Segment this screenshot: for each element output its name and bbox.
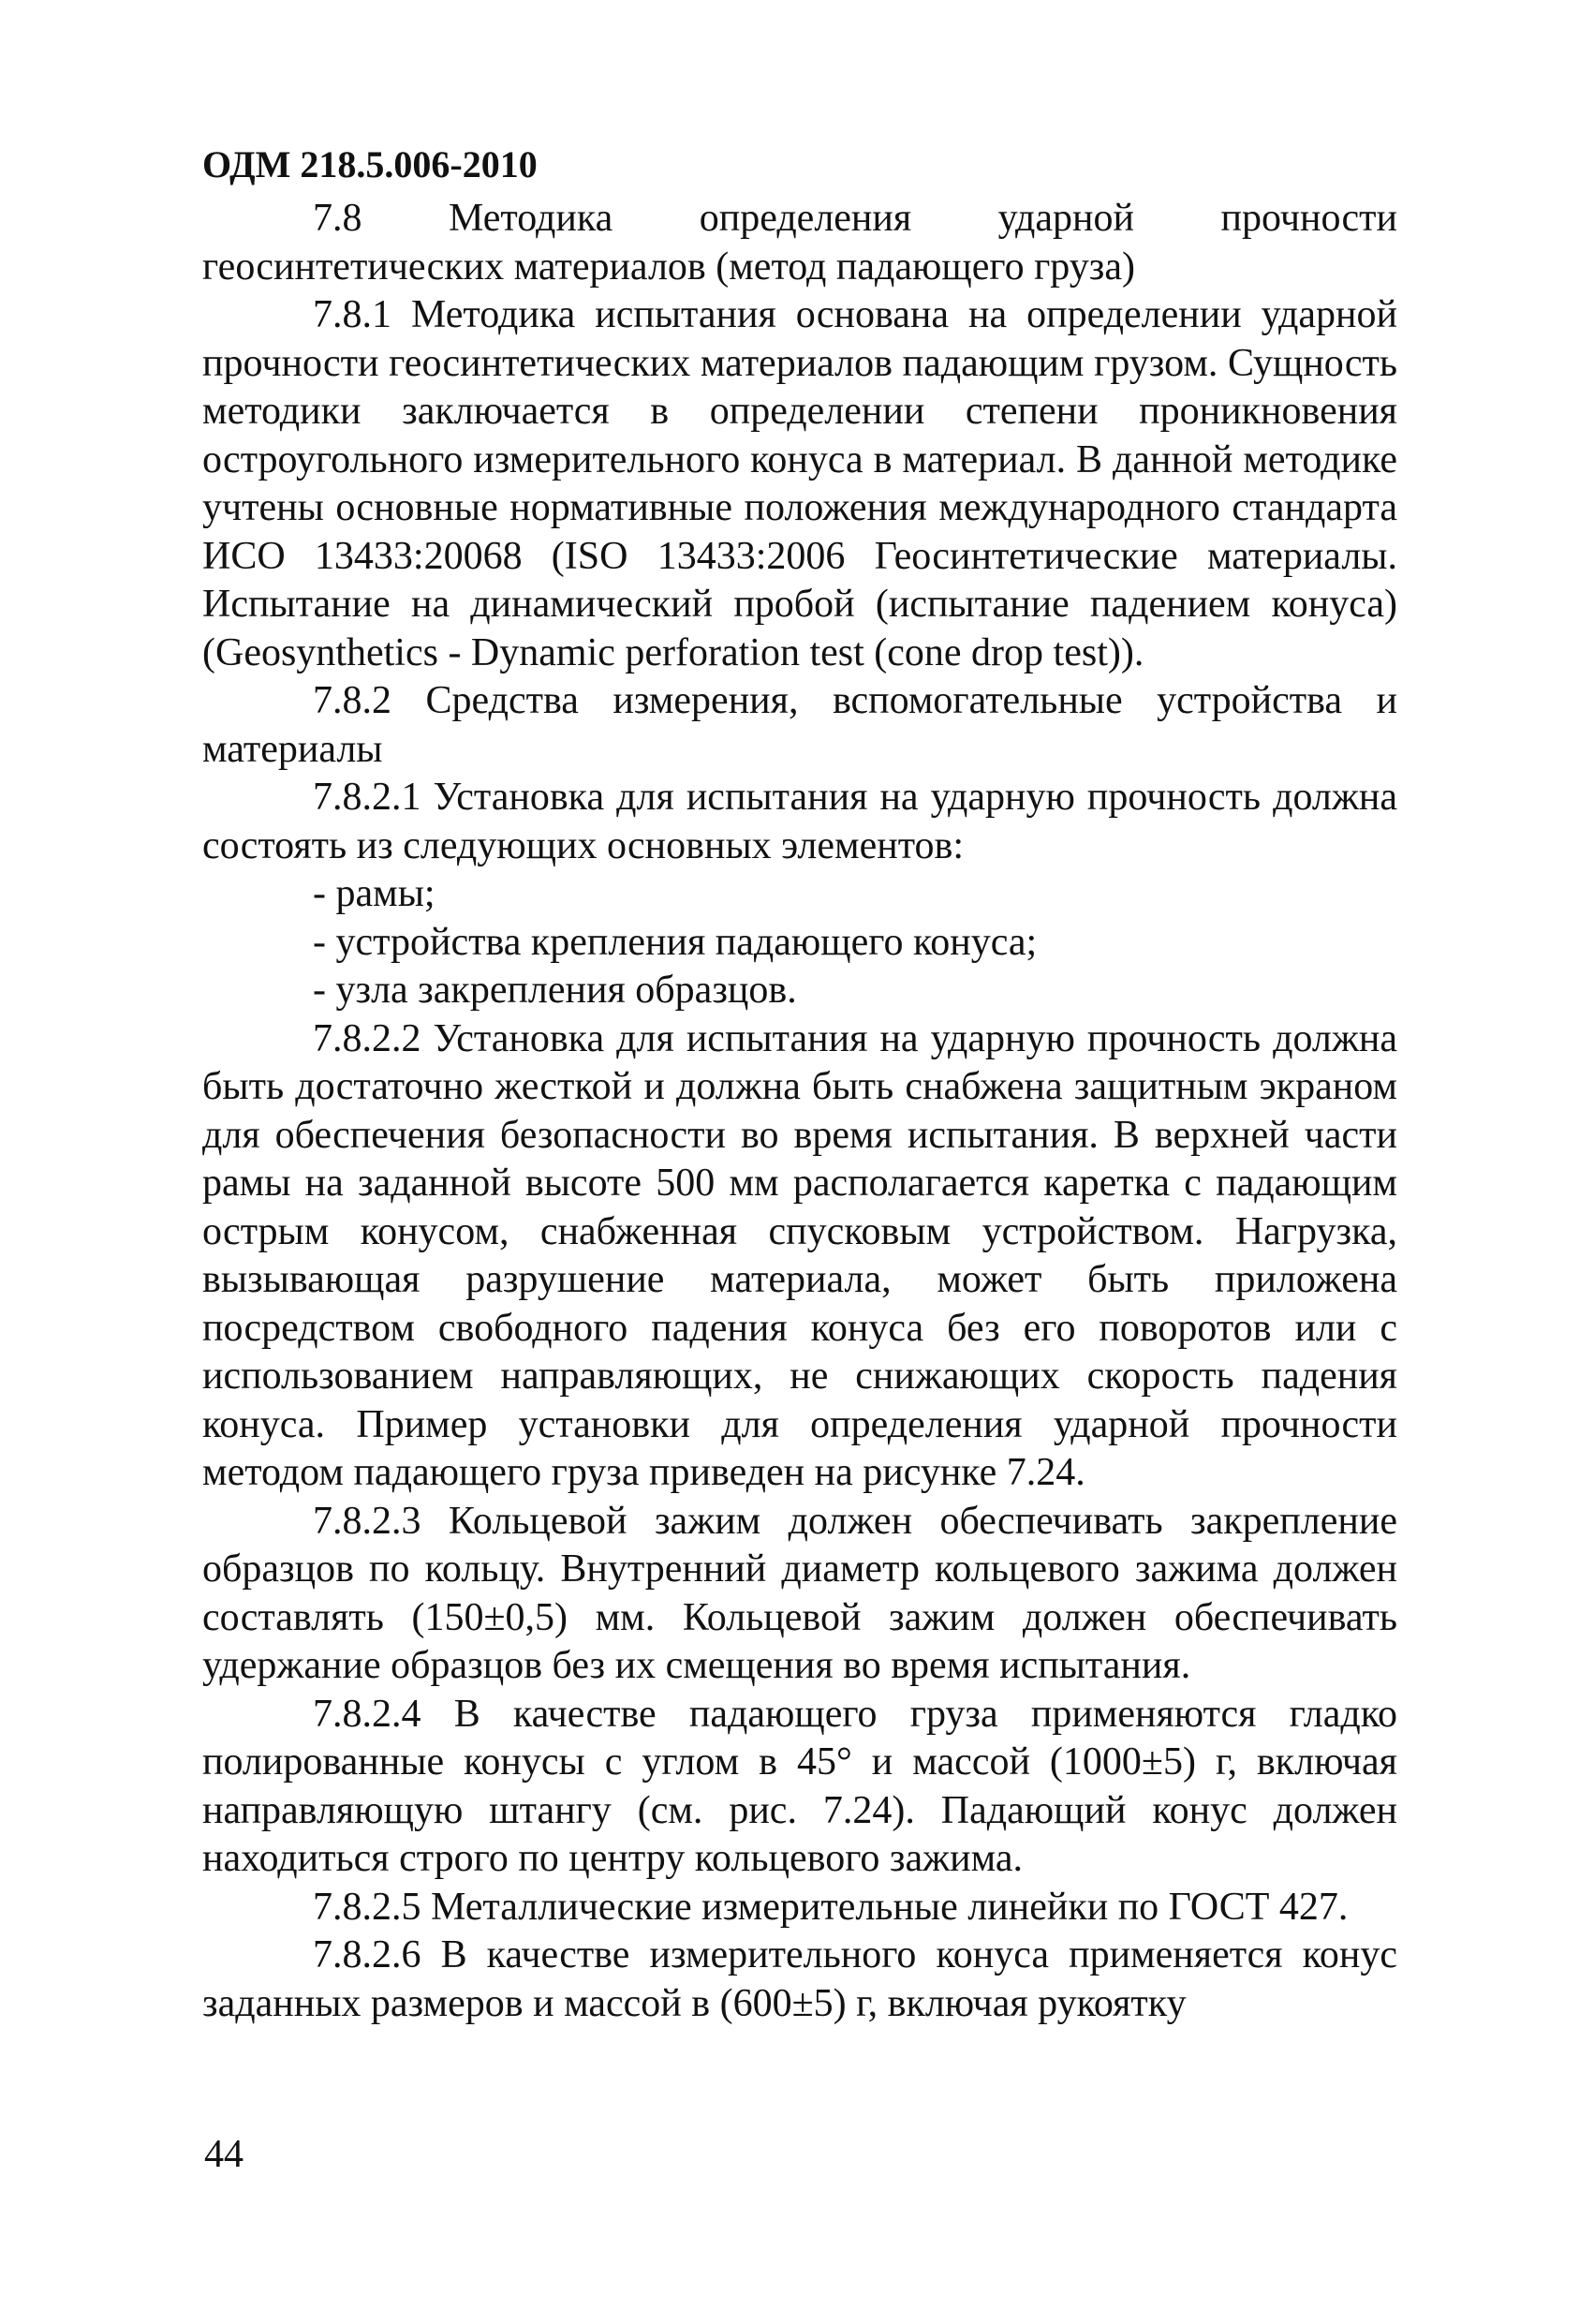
- paragraph-7-8-2-1: 7.8.2.1 Установка для испытания на ударную прочность должна состоять из следующих основных элементов:: [202, 776, 1397, 867]
- paragraph-7-8-1: 7.8.1 Методика испытания основана на определении ударной прочности геосинтетических материалов падающим грузом. Сущность методики заключается в определении степени проникновения остроугольного измерительного конуса в материал. В данной методике учтены основные нормативные положения международного стандарта ИСО 13433:20068 (ISO 13433:2006 Геосинтетические материалы. Испытание на динамический пробой (испытание падением конуса) (Geosynthetics - Dynamic perforation test (cone drop test)).: [202, 293, 1397, 674]
- section-heading-7-8-2: 7.8.2 Средства измерения, вспомогательные устройства и материалы: [202, 679, 1397, 771]
- page-number: 44: [204, 2133, 244, 2176]
- paragraph-7-8-2-2: 7.8.2.2 Установка для испытания на ударную прочность должна быть достаточно жесткой и должна быть снабжена защитным экраном для обеспечения безопасности во время испытания. В верхней части рамы на заданной высоте 500 мм располагается каретка с падающим острым конусом, снабженная спусковым устройством. Нагрузка, вызывающая разрушение материала, может быть приложена посредством свободного падения конуса без его поворотов или с использованием направляющих, не снижающих скорость падения конуса. Пример установки для определения ударной прочности методом падающего груза приведен на рисунке 7.24.: [202, 1016, 1397, 1494]
- section-heading-7-8: 7.8 Методика определения ударной прочности геосинтетических материалов (метод падающего груза): [202, 197, 1397, 289]
- paragraph-7-8-2-4: 7.8.2.4 В качестве падающего груза применяются гладко полированные конусы с углом в 45° и массой (1000±5) г, включая направляющую штангу (см. рис. 7.24). Падающий конус должен находиться строго по центру кольцевого зажима.: [202, 1692, 1397, 1880]
- list-item-frame: - рамы;: [313, 872, 435, 915]
- paragraph-7-8-2-3: 7.8.2.3 Кольцевой зажим должен обеспечивать закрепление образцов по кольцу. Внутренний диаметр кольцевого зажима должен составлять (150±0,5) мм. Кольцевой зажим должен обеспечивать удержание образцов без их смещения во время испытания.: [202, 1499, 1397, 1687]
- paragraph-7-8-2-6: 7.8.2.6 В качестве измерительного конуса применяется конус заданных размеров и массой в (600±5) г, включая рукоятку: [202, 1933, 1397, 2025]
- document-body: [202, 195, 1397, 2028]
- document-code-header: ОДМ 218.5.006-2010: [202, 143, 538, 185]
- list-item-cone-mount: - устройства крепления падающего конуса;: [313, 920, 1038, 964]
- paragraph-7-8-2-5: 7.8.2.5 Металлические измерительные линейки по ГОСТ 427.: [313, 1885, 1349, 1929]
- list-item-specimen-clamp: - узла закрепления образцов.: [313, 969, 797, 1012]
